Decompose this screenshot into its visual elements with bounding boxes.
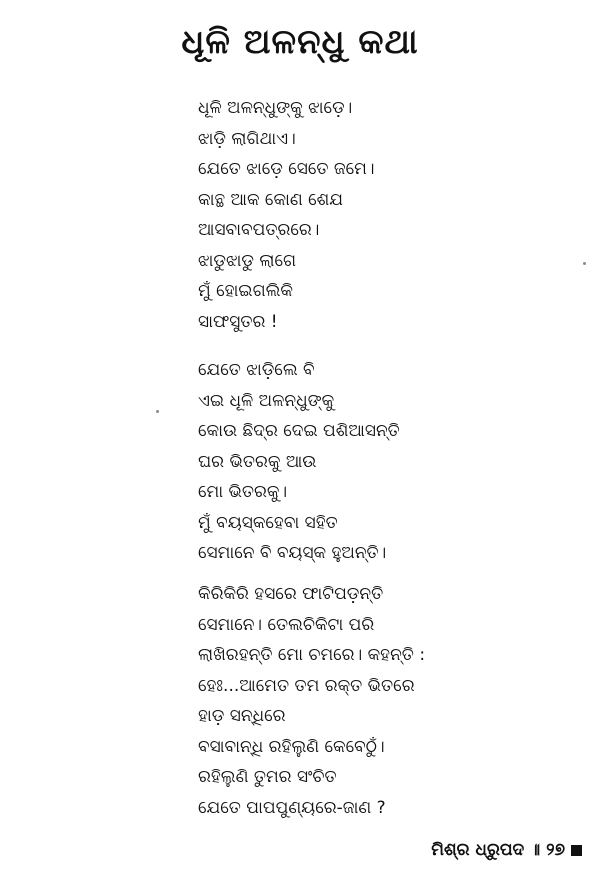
square-icon xyxy=(571,845,582,856)
poem-line: ବସାବାନ୍ଧି ରହିଲୁଣି କେବେଠୁଁ। xyxy=(198,736,385,757)
poem-line: ଘର ଭିତରକୁ ଆଉ xyxy=(198,451,317,472)
poem-line: ଝାଡ଼ି ଲାଗିଥାଏ। xyxy=(198,128,296,149)
poem-line: ମୁଁ ବୟସ୍କହେବା ସହିତ xyxy=(198,512,338,533)
footer-text: ମିଶ୍ର ଧ୍ରୁପଦ ॥ ୨୭ xyxy=(431,840,565,860)
poem-line: କିରିକିରି ହସରେ ଫାଟିପଡ଼ନ୍ତି xyxy=(198,584,384,604)
poem-line: ଏଇ ଧୂଳି ଅଳନ୍ଧୁଙ୍କୁ xyxy=(198,390,335,411)
poem-line: ଧୂଳି ଅଳନ୍ଧୁଙ୍କୁ ଝାଡ଼େ। xyxy=(198,98,353,118)
poem-line: ସେମାନେ ବି ବୟସ୍କ ହୁଅନ୍ତି। xyxy=(198,543,387,563)
poem-line: ହାଡ଼ ସନ୍ଧିରେ xyxy=(198,706,286,726)
poem-line: ଆସବାବପତ୍ରରେ। xyxy=(198,220,320,240)
poem-line: ରହିଲୁଣି ତୁମର ସଂଚିତ xyxy=(198,767,337,787)
poem-line: ସେମାନେ। ତେଲଚିକିଟା ପରି xyxy=(198,614,375,635)
poem-line: ମୋ ଭିତରକୁ। xyxy=(198,482,288,502)
poem-line: କାନ୍ଥ ଆକ କୋଣ ଶେଯ xyxy=(198,189,344,210)
scan-speck xyxy=(583,262,586,265)
poem-line: ଯେତେ ଝାଡ଼ିଲେ ବି xyxy=(198,360,315,380)
poem-line: ହେଃ...ଆମେତ ତମ ରକ୍ତ ଭିତରେ xyxy=(198,675,415,696)
page-footer xyxy=(431,840,582,860)
scan-speck xyxy=(156,410,159,413)
poem-line: ଯେତେ ପାପପୁଣ୍ୟରେ-ଜାଣ ? xyxy=(198,797,386,818)
poem-line: ମୁଁ ହୋଇଗଲିକି xyxy=(198,281,293,301)
poem-line: ଲାଖିରହନ୍ତି ମୋ ଚମରେ। କହନ୍ତି : xyxy=(198,645,426,665)
stanza-2 xyxy=(198,355,578,569)
stanza-3 xyxy=(198,579,578,823)
poem-line: ଯେତେ ଝାଡ଼େ ସେତେ ଜମେ। xyxy=(198,159,375,179)
stanza-1 xyxy=(198,93,578,337)
poem-title: ଧୂଳି ଅଳନ୍ଧୁ କଥା xyxy=(181,22,419,62)
poem-line: କୋଉ ଛିଦ୍ର ଦେଇ ପଶିଆସନ୍ତି xyxy=(198,421,400,441)
poem-line: ଝାଡୁଝାଡୁ ଲାଗେ xyxy=(198,250,297,271)
poem-line: ସାଫସୁତର ! xyxy=(198,311,278,332)
